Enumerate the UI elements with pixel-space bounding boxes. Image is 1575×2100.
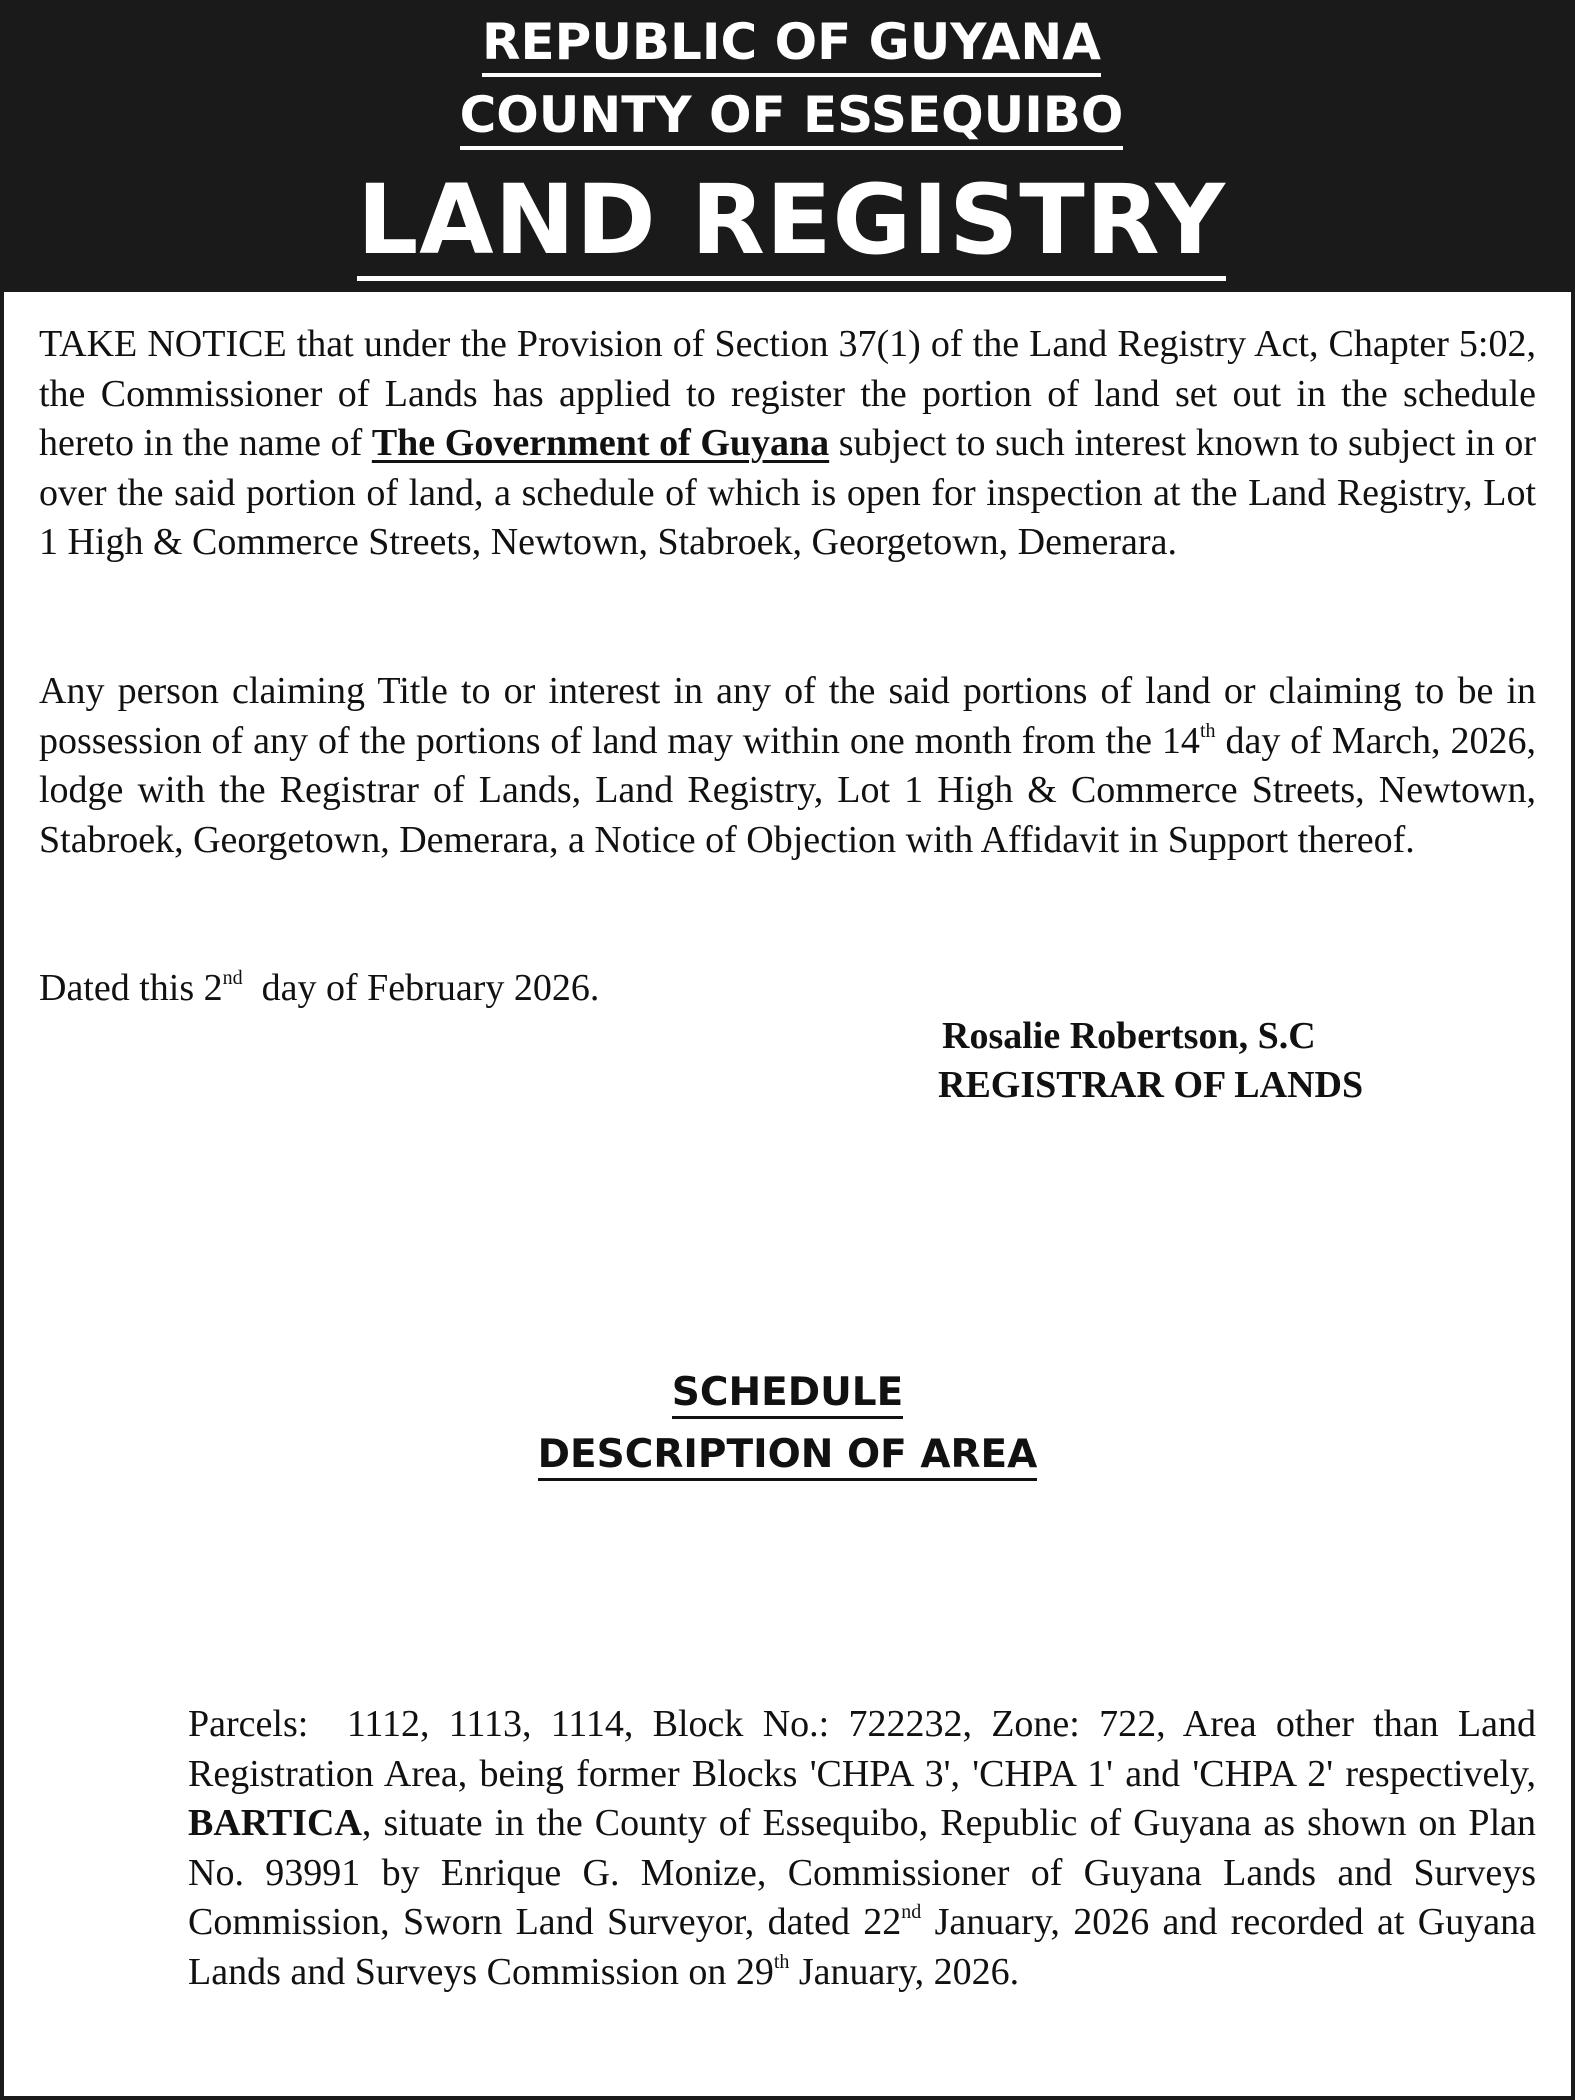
description-heading: DESCRIPTION OF AREA xyxy=(4,1430,1571,1480)
place-name: BARTICA xyxy=(188,1802,362,1844)
registrar-title: REGISTRAR OF LANDS xyxy=(938,1064,1364,1106)
take-notice-paragraph: TAKE NOTICE that under the Provision of Section 37(1) of the Land Registry Act, Chapter 5:02, the Commissioner of Lands has applied to register the portion of land set out in the schedule hereto in the name of The Government of Guyana subject to such interest known to subject in or over the said portion of land, a schedule of which is open for inspection at the Land Registry, Lot 1 High & Commerce Streets, Newtown, Stabroek, Georgetown, Demerara. xyxy=(39,323,1537,563)
page-title: LAND REGISTRY xyxy=(4,164,1575,276)
objection-paragraph: Any person claiming Title to or interest in any of the said portions of land or claiming to be in possession of any of the portions of land may within one month from the 14th day of March, 2026, lodge with the Registrar of Lands, Land Registry, Lot 1 High & Commerce Streets, Newtown, Stabroek, Georgetown, Demerara, a Notice of Objection with Affidavit in Support thereof. xyxy=(39,670,1536,861)
header-banner xyxy=(4,0,1575,292)
county-heading: COUNTY OF ESSEQUIBO xyxy=(4,85,1575,145)
country-heading: REPUBLIC OF GUYANA xyxy=(4,12,1575,72)
signature-block xyxy=(938,1012,1364,1110)
parcel-description: Parcels: 1112, 1113, 1114, Block No.: 722232, Zone: 722, Area other than Land Registration Area, being former Blocks 'CHPA 3', 'CHPA 1' and 'CHPA 2' respectively, BARTICA, situate in the County of Essequibo, Republic of Guyana as shown on Plan No. 93991 by Enrique G. Monize, Commissioner of Guyana Lands and Surveys Commission, Sworn Land Surveyor, dated 22nd January, 2026 and recorded at Guyana Lands and Surveys Commission on 29th January, 2026. xyxy=(188,1703,1546,1993)
schedule-heading: SCHEDULE xyxy=(4,1368,1571,1418)
registrar-name: Rosalie Robertson, S.C xyxy=(942,1015,1316,1057)
registrant-name: The Government of Guyana xyxy=(371,422,830,464)
dated-line: Dated this 2nd day of February 2026. xyxy=(39,967,600,1009)
